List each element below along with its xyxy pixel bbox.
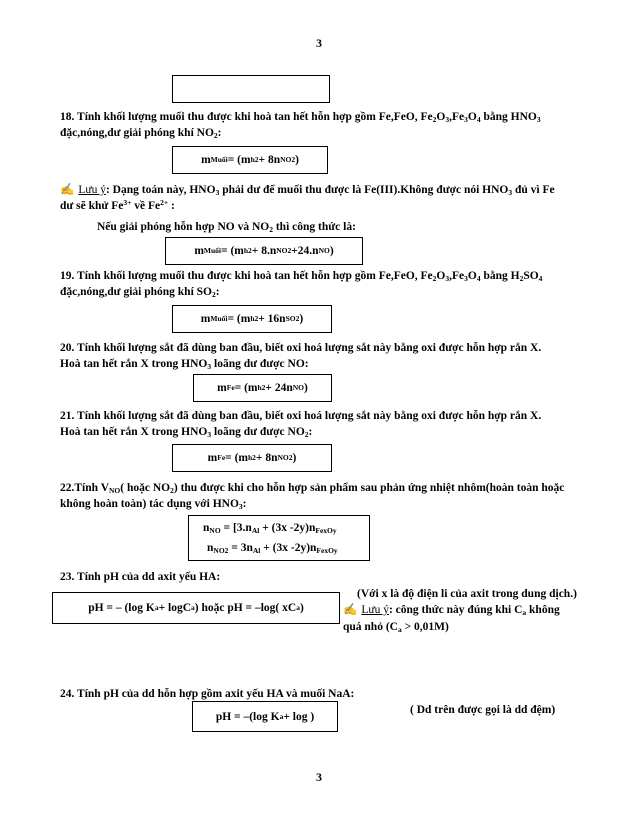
item-24-title: 24. Tính pH của dd hỗn hợp gồm axit yếu HA và muối NaA: (60, 688, 355, 700)
note-label: Lưu ý (78, 184, 106, 196)
formula-box-22 (188, 515, 370, 561)
writing-hand-icon: ✍ (60, 184, 75, 196)
formula-22-line1: $n_{NO} = [3.n_{Al} + (3x$ $-2y)n_{FexOy}$ (203, 522, 337, 535)
item-20-question: 20. Tính khối lượng sắt đã dùng ban đầu, biết oxi hoá lượng sắt này bằng oxi được hỗn hợp rắn X. Hoà tan hết rắn X trong $HNO_3$ loãng dư được NO: (60, 342, 542, 371)
item-19-question: 19. Tính khối lượng muối thu được khi hoà tan hết hỗn hợp gồm Fe,FeO, $Fe_2O_3,Fe_3O_4$ bằng $H_2SO_4$ đặc,nóng,dư giải phóng khí $SO_2$: (60, 270, 543, 299)
formula-box-18: m Muối = (m h 2 + 8n NO2 ) (172, 146, 328, 174)
item-23-note2: ✍ Lưu ý: công thức này đúng khi $C_a$ không (343, 604, 560, 617)
note-block: ✍ Lưu ý: Dạng toán này, $HNO_3$ phải dư để muối thu được là Fe(III).Không được nói $HNO_3$ đủ vì Fe dư sẽ khử $Fe^{3+}$ về $Fe^{2+}$ : (60, 184, 555, 212)
formula-box-23: pH = – (log K a + logC a ) hoặc pH = –log( xC a ) (52, 592, 340, 624)
item-23-note3: quá nhỏ $(C_a > 0,01M)$ (343, 621, 449, 634)
formula-box-21: m Fe = (m h 2 + 8n NO2 ) (172, 444, 332, 472)
writing-hand-icon: ✍ (343, 604, 358, 616)
formula-box-20: m Fe = (m h 2 + 24n NO ) (193, 374, 332, 402)
item-18-question: 18. Tính khối lượng muối thu được khi hoà tan hết hỗn hợp gồm Fe,FeO, $Fe_2O_3,Fe_3O_4$ bằng $HNO_3$ đặc,nóng,dư giải phóng khí $NO_2$: (60, 111, 541, 140)
item-22-question: 22.Tính $V_{NO}$( hoặc $NO_2$) thu được khi cho hỗn hợp sản phẩm sau phản ứng nhiệt nhôm(hoàn toàn hoặc không hoàn toàn) tác dụng với $HNO_3$: (60, 482, 565, 511)
page-number-top: 3 (316, 36, 322, 50)
formula-box-24: pH = –(log K a + log ) (192, 701, 338, 732)
formula-box-note: m Muối = (m h 2 + 8.n NO2 +24.n NO ) (165, 237, 363, 265)
item-21-question: 21. Tính khối lượng sắt đã dùng ban đầu, biết oxi hoá lượng sắt này bằng oxi được hỗn hợp rắn X. Hoà tan hết rắn X trong $HNO_3$ loãng dư được $NO_2$: (60, 410, 542, 439)
item-23-note1: (Với x là độ điện li của axit trong dung dịch.) (357, 588, 577, 600)
item-23-title: 23. Tính pH của dd axit yếu HA: (60, 571, 221, 583)
page-number-bottom: 3 (316, 770, 322, 784)
formula-22-line2: $n_{NO2} = 3n_{Al} + (3x$ $-2y)n_{FexOy}$ (207, 542, 338, 555)
item-24-note: ( Dd trên được gọi là dd đệm) (410, 704, 556, 716)
formula-box-19: m Muối = (m h 2 + 16n SO2 ) (172, 305, 332, 333)
note-line2: Nếu giải phóng hỗn hợp NO và $NO_2$ thì công thức là: (97, 221, 356, 234)
empty-formula-box (172, 75, 330, 103)
